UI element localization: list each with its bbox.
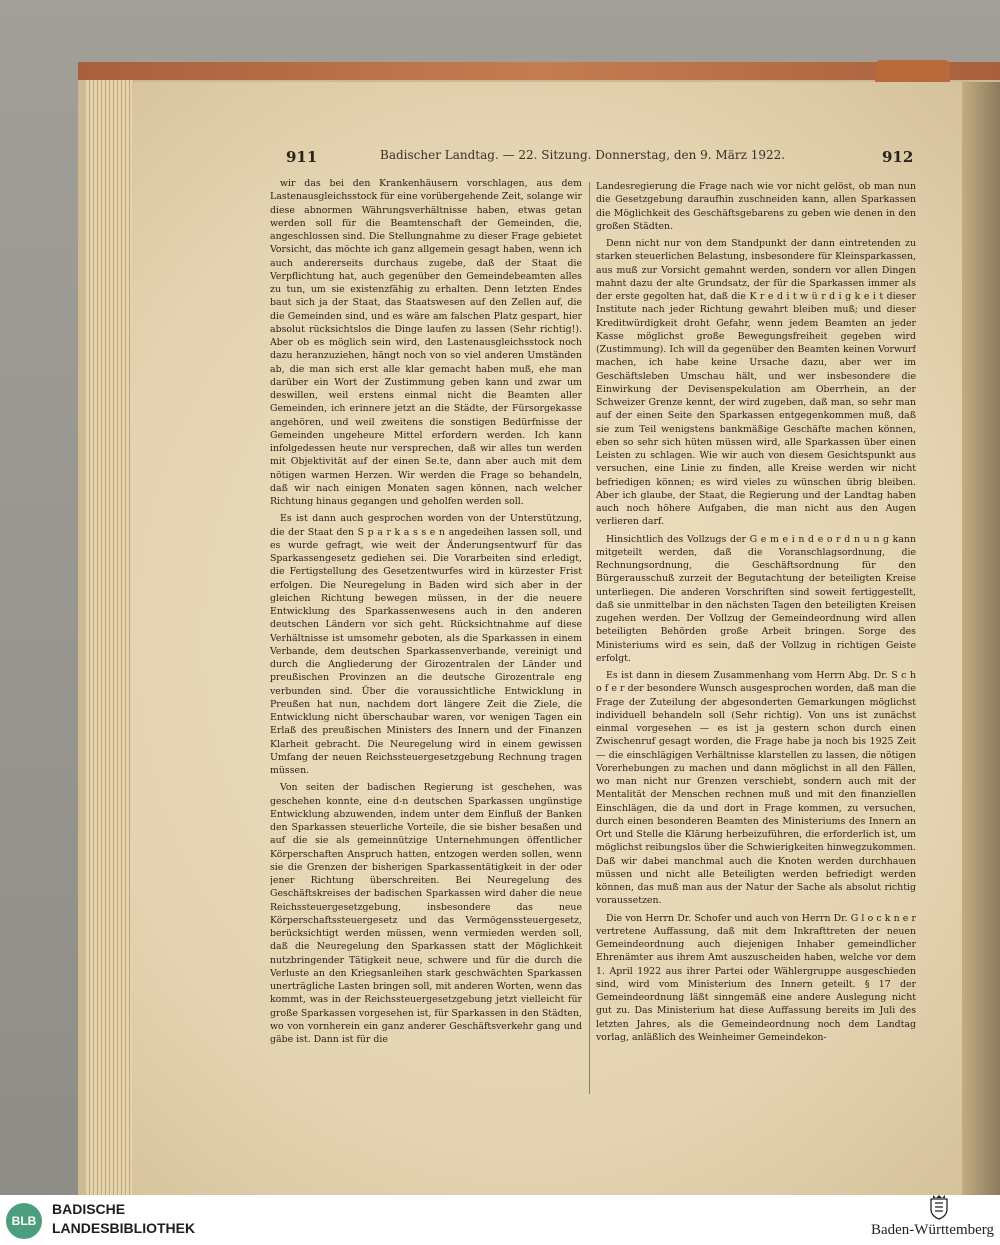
coat-of-arms-icon [927,1194,951,1220]
column-divider [589,182,590,1094]
blb-logo-icon[interactable]: BLB [6,1203,42,1239]
paragraph: wir das bei den Krankenhäusern vorschlagen, aus dem Lastenausgleichsstock für eine vorübergehende Zeit, solange wir diese abnormen Währungsverhältnisse haben, etwas getan werden soll für die Beamtenschaft der Gemeinden, die, angeschlossen sind. Die Stellungnahme zu dieser Frage gebietet Vorsicht, das möchte ich ganz allgemein gesagt haben, wenn ich auch andererseits durchaus zugebe, daß der Staat die Verpflichtung hat, auch gegenüber den Gemeindebeamten alles zu tun, um sie existenzfähig zu erhalten. Denn letzten Endes baut sich ja der Staat, das Staatswesen auf den Zellen auf, die die Gemeinden sind, und es wäre am falschen Platz gespart, hier absolut rücksichtslos die Dinge laufen zu lassen (Sehr richtig!). Aber ob es möglich sein wird, den Lastenausgleichsstock noch dazu heranzuziehen, hängt noch von so viel anderen Umständen ab, die man sich erst alle klar gemacht haben muß, ehe man darüber ein Wort der Zustimmung geben kann und zwar um deswillen, weil erstens einmal nicht die Beamten aller Gemeinden, ich erinnere jetzt an die Städte, der Fürsorgekasse angehören, und weil zweitens die sonstigen Bedürfnisse der Gemeinden ungeheure Mittel erfordern werden. Ich kann infolgedessen heute nur versprechen, daß wir alles tun werden mit Objektivität auf der einen Se.te, dann aber auch mit dem nötigen warmen Herzen. Wir werden die Frage so behandeln, daß wir nach einigen Monaten sagen können, nach welcher Richtung hinaus gegangen und geholfen werden soll. [270,178,582,507]
library-name-line1: BADISCHE [52,1201,126,1217]
page-fold-shadow [962,82,1000,1195]
book-binding [78,62,1000,80]
paragraph: Von seiten der badischen Regierung ist geschehen, was geschehen konnte, eine d-n deutschen Sparkassen ungünstige Entwicklung abzuwenden, indem unter dem Einfluß der Banken den Sparkassen steuerliche Vorteile, die sie bisher besaßen und auf die sie als gemeinnützige Unternehmungen öffentlicher Körperschaften Anspruch hatten, entzogen werden sollen, wenn sie die Grenzen der bisherigen Sparkassentätigkeit in der oder jener Richtung überschreiten. Bei Neuregelung des Geschäftskreises der badischen Sparkassen wird daher die neue Reichssteuergesetzgebung, insbesondere das neue Körperschaftssteuergesetz und das Vermögenssteuergesetz, berücksichtigt werden müssen, wenn vermieden werden soll, daß die Neuregelung den Sparkassen statt der Möglichkeit nutzbringender Tätigkeit neue, schwere und für die durch die Verluste an den Kriegsanleihen stark geschwächten Sparkassen unerträgliche Lasten bringen soll, mit anderen Worten, wenn das kommt, was in der Reichssteuergesetzgebung jetzt vielleicht für große Sparkassen vorgesehen ist, für Sparkassen in den Städten, wo von vornherein ein ganz anderer Geschäftsverkehr gang und gäbe ist. Dann ist für die [270,782,582,1045]
page-edges [86,70,134,1195]
page-number-right: 912 [882,148,914,166]
paragraph: Es ist dann auch gesprochen worden von der Unterstützung, die der Staat den S p a r k a s s e n angedeihen lassen soll, und es wurde gefragt, wie weit der Änderungsentwurf für das Sparkassengesetz gediehen sei. Die Vorarbeiten sind erledigt, die Fertigstellung des Gesetzentwurfes wird in kürzester Frist erfolgen. Die Neuregelung in Baden wird sich aber in der gleichen Richtung bewegen müssen, in der die neuere Entwicklung des Sparkassenwesens auch in den anderen deutschen Ländern vor sich geht. Rücksichtnahme auf diese Verhältnisse ist umsomehr geboten, als die Sparkassen in einem Verbande, dem deutschen Sparkassenverbande, vereinigt und durch die Angliederung der Girozentralen der Länder und preußischen Provinzen an die deutsche Girozentrale eng verbunden sind. Über die voraussichtliche Entwicklung in Preußen hat nun, nachdem dort längere Zeit die Ziele, die Entwicklung nicht überschaubar waren, vor wenigen Tagen ein Erlaß des preußischen Ministers des Innern und der Finanzen Klarheit gebracht. Die Neuregelung wird in einem gewissen Umfang der neuen Reichssteuergesetzgebung Rechnung tragen müssen. [270,513,582,776]
library-name-line2: LANDESBIBLIOTHEK [52,1220,196,1236]
library-name[interactable] [52,1200,195,1238]
paragraph: Landesregierung die Frage nach wie vor nicht gelöst, ob man nun die Gesetzgebung daraufhin zuschneiden kann, allen Sparkassen die Möglichkeit des Geschäftsgebarens zu geben wie denen in den großen Städten. [596,181,916,232]
state-name: Baden-Württemberg [870,1222,994,1238]
running-head: Badischer Landtag. — 22. Sitzung. Donnerstag, den 9. März 1922. [380,148,786,162]
page-number-left: 911 [286,148,318,166]
paragraph: Denn nicht nur von dem Standpunkt der dann eintretenden zu starken steuerlichen Belastung, insbesondere für Kleinsparkassen, aus muß zur Vorsicht gemahnt werden, sondern vor allen Dingen mahnt dazu der alte Grundsatz, der für die Sparkassen immer als der erste gegolten hat, daß die K r e d i t w ü r d i g k e i t dieser Institute nach jeder Richtung gewahrt bleiben muß; und dieser Kreditwürdigkeit droht Gefahr, wenn jedem Beamten an jeder Kasse möglichst große Bewegungsfreiheit gegeben wird (Zustimmung). Ich will da gegenüber den Beamten keinen Vorwurf machen, ich habe keine Ursache dazu, aber wer im Geschäftsleben Umschau hält, und wer insbesondere die Einwirkung der Devisenspekulation am Oberrhein, an der Schweizer Grenze kennt, der wird zugeben, daß man, so sehr man auf der einen Seite den Sparkassen entgegenkommen muß, daß sie zum Teil wenigstens bankmäßige Geschäfte machen können, eben so sehr sich hüten müssen wird, alle Sparkassen über einen Leisten zu schlagen. Wie wir auch von diesem Gesichtspunkt aus versuchen, eine Linie zu finden, alle Kreise werden wir nicht befriedigen können; es wird vieles zu wünschen übrig bleiben. Aber ich glaube, der Staat, die Regierung und der Landtag haben auch noch höhere Aufgaben, die man nicht aus den Augen verlieren darf. [596,238,916,528]
text-column-right [596,180,916,1196]
paragraph: Es ist dann in diesem Zusammenhang vom Herrn Abg. Dr. S c h o f e r der besondere Wunsch ausgesprochen worden, daß man die Frage der Zuteilung der abgesonderten Gemarkungen möglichst individuell behandeln soll (Sehr richtig). Von uns ist zunächst einmal vorgesehen — es ist ja gestern schon durch einen Zwischenruf gesagt worden, die Frage habe ja noch bis 1925 Zeit — die einschlägigen Verhältnisse klarstellen zu lassen, die nötigen Vorerhebungen zu machen und dann möglichst in all den Fällen, wo man nicht nur Grenzen verschiebt, sondern auch mit der Mentalität der Menschen rechnen muß und mit den finanziellen Einschlägen, die da und dort in Frage kommen, zu versuchen, durch einen besonderen Beamten des Ministeriums des Innern an Ort und Stelle die Klärung herbeizuführen, die erforderlich ist, um möglichst reibungslos über die Schwierigkeiten hinwegzukommen. Daß wir dabei manchmal auch die Knoten werden durchhauen müssen und nicht alle Beteiligten werden befriedigt werden können, das muß man aus der Natur der Sache als absolut richtig voraussetzen. [596,670,916,907]
paragraph: Hinsichtlich des Vollzugs der G e m e i n d e o r d n u n g kann mitgeteilt werden, daß die Voranschlagsordnung, die Rechnungsordnung, die Geschäftsordnung für den Bürgerausschuß zurzeit der Begutachtung der beteiligten Kreise unterliegen. Die anderen Vorschriften sind soweit fertiggestellt, daß sie unmittelbar in den nächsten Tagen den beteiligten Kreisen zugehen werden. Der Vollzug der Gemeindeordnung wird allen beteiligten Behörden große Arbeit bringen. Sorge des Ministeriums wird es sein, daß der Vollzug in richtigen Geiste erfolgt. [596,533,916,664]
text-column-left [270,177,582,1197]
paragraph: Die von Herrn Dr. Schofer und auch von Herrn Dr. G l o c k n e r vertretene Auffassung, daß mit dem Inkrafttreten der neuen Gemeindeordnung auch diejenigen Inhaber gemeindlicher Ehrenämter aus ihrem Amt auszuscheiden haben, welche vor dem 1. April 1922 aus ihrer Partei oder Wählergruppe ausgeschieden sind, wird vom Ministerium des Innern geteilt. § 17 der Gemeindeordnung läßt sinngemäß eine andere Auslegung nicht gut zu. Das Ministerium hat diese Auffassung bereits im Juli des letzten Jahres, als die Gemeindeordnung noch dem Landtag vorlag, anläßlich des Weinheimer Gemeindekon- [596,912,916,1043]
